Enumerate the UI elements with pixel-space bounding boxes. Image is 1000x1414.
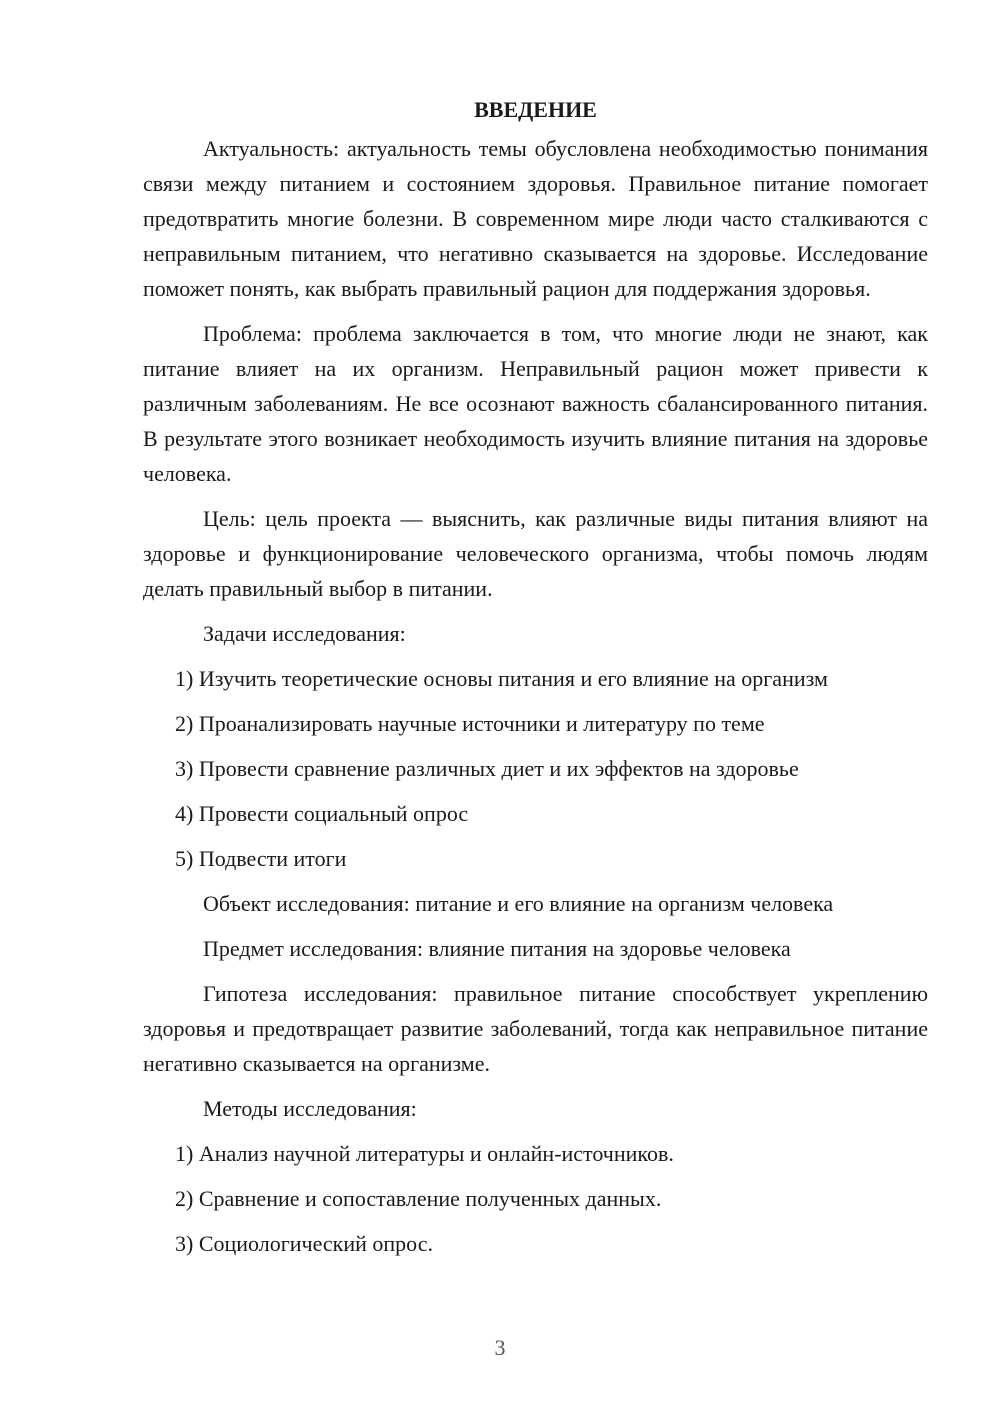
page-content	[143, 92, 928, 1271]
subject-line: Предмет исследования: влияние питания на здоровье человека	[203, 936, 791, 961]
list-item: 1) Изучить теоретические основы питания и его влияние на организм	[175, 666, 828, 691]
list-item: 3) Социологический опрос.	[175, 1231, 433, 1256]
list-item: 2) Сравнение и сопоставление полученных данных.	[175, 1186, 662, 1211]
relevance-paragraph: Актуальность: актуальность темы обусловлена необходимостью понимания связи между питанием и состоянием здоровья. Правильное питание помогает предотвратить многие болезни. В современном мире люди часто сталкиваются с неправильным питанием, что негативно сказывается на здоровье. Исследование поможет понять, как выбрать правильный рацион для поддержания здоровья.	[143, 136, 928, 301]
list-item: 2) Проанализировать научные источники и литературу по теме	[175, 711, 765, 736]
hypothesis-paragraph: Гипотеза исследования: правильное питание способствует укреплению здоровья и предотвращает развитие заболеваний, тогда как неправильное питание негативно сказывается на организме.	[143, 981, 928, 1076]
list-item: 5) Подвести итоги	[175, 846, 347, 871]
object-line: Объект исследования: питание и его влияние на организм человека	[203, 891, 834, 916]
goal-paragraph: Цель: цель проекта — выяснить, как различные виды питания влияют на здоровье и функционирование человеческого организма, чтобы помочь людям делать правильный выбор в питании.	[143, 506, 928, 601]
list-item: 1) Анализ научной литературы и онлайн-источников.	[175, 1141, 674, 1166]
list-item: 3) Провести сравнение различных диет и их эффектов на здоровье	[175, 756, 799, 781]
methods-list	[143, 1136, 928, 1261]
tasks-list	[143, 661, 928, 876]
problem-paragraph: Проблема: проблема заключается в том, что многие люди не знают, как питание влияет на их организм. Неправильный рацион может привести к различным заболеваниям. Не все осознают важность сбалансированного питания. В результате этого возникает необходимость изучить влияние питания на здоровье человека.	[143, 321, 928, 486]
tasks-heading: Задачи исследования:	[203, 621, 406, 646]
list-item: 4) Провести социальный опрос	[175, 801, 469, 826]
page-number: 3	[494, 1335, 506, 1360]
page-title: ВВЕДЕНИЕ	[474, 97, 597, 122]
methods-heading: Методы исследования:	[203, 1096, 417, 1121]
